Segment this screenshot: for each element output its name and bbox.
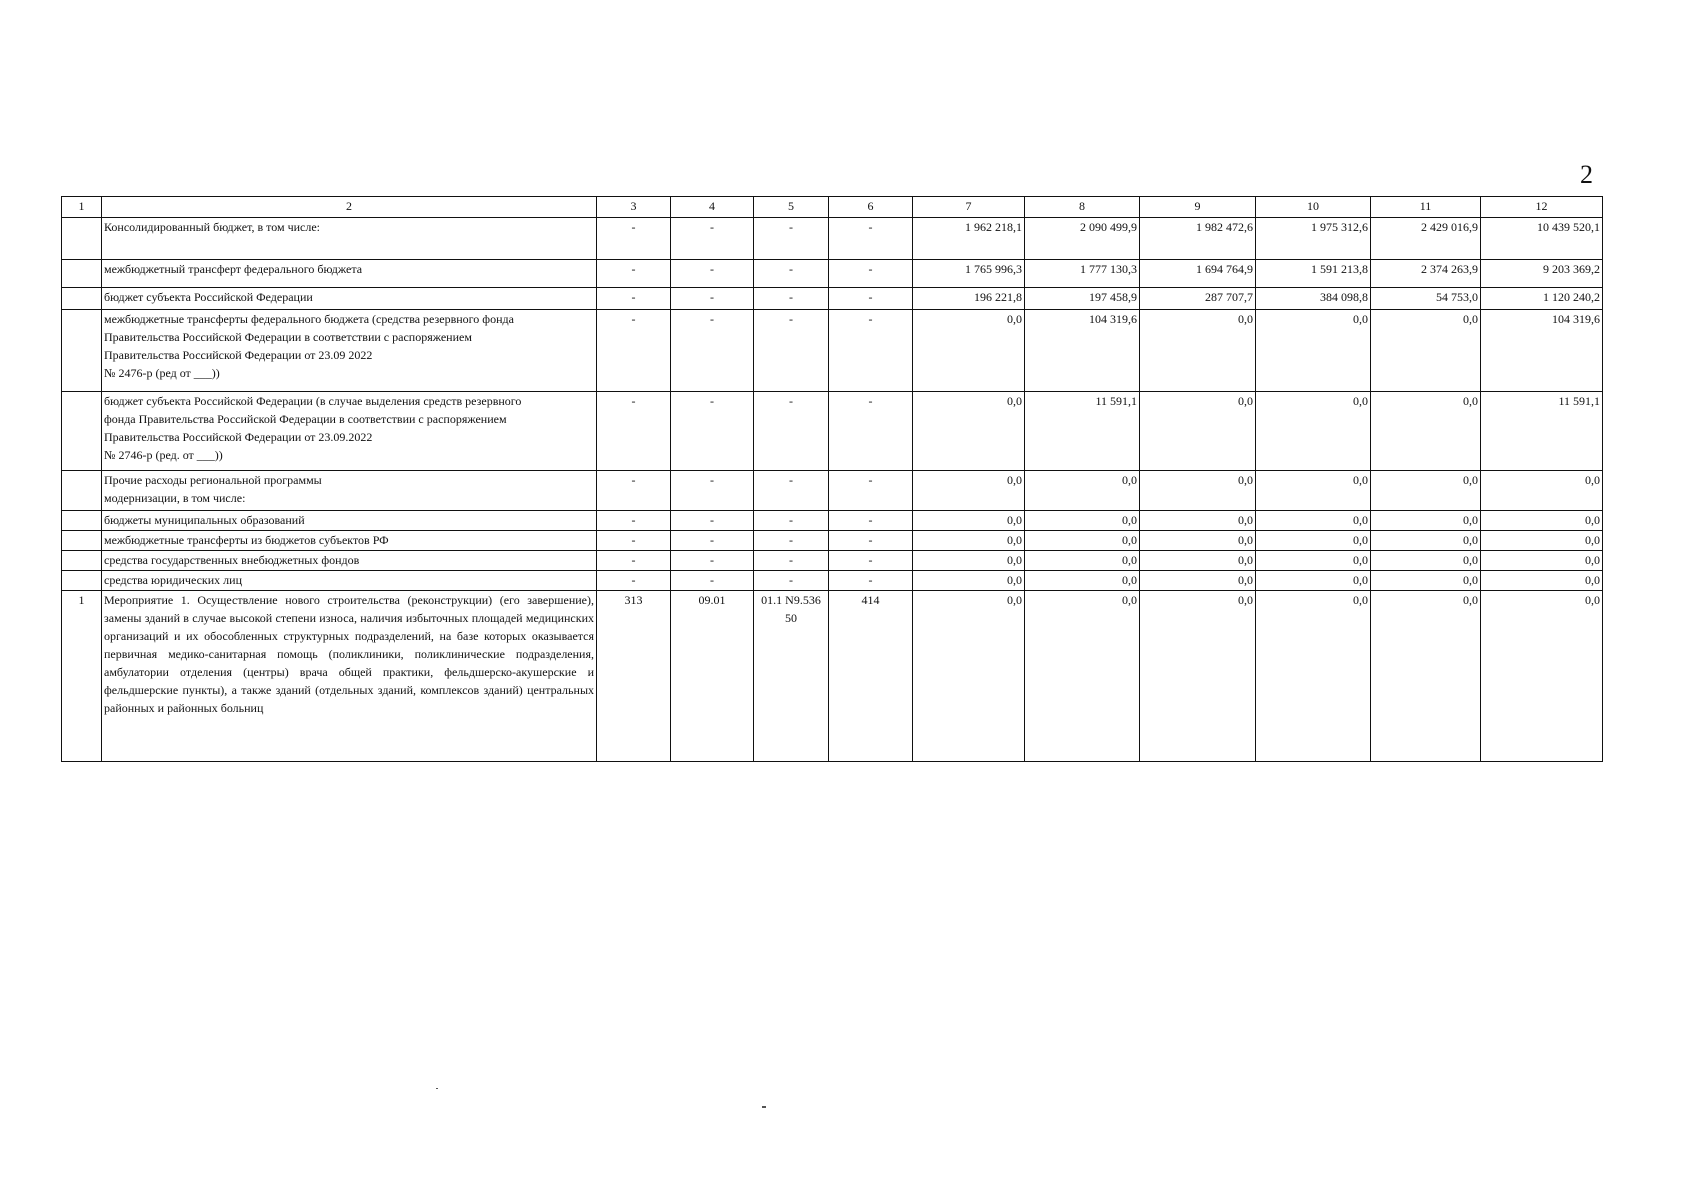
cell-col5: - [754, 551, 829, 571]
cell-col4: - [671, 511, 754, 531]
row-description: средства юридических лиц [102, 571, 597, 591]
row-number [62, 218, 102, 260]
column-number: 7 [913, 197, 1025, 218]
row-description: Мероприятие 1. Осуществление нового строительства (реконструкции) (его завершение), замены зданий в случае высокой степени износа, наличия избыточных площадей медицинских организаций и их обособленных структурных подразделений, на базе которых оказывается первичная медико-санитарная помощь (поликлиники, поликлинические подразделения, амбулатории отделения (центры) врача общей практики, фельдшерско-акушерские и фельдшерские пункты), а также зданий (отдельных зданий, комплексов зданий) центральных районных и районных больниц [102, 591, 597, 762]
cell-col3: - [597, 471, 671, 511]
description-line: № 2746-р (ред. от ___)) [104, 448, 223, 462]
cell-col10: 0,0 [1256, 471, 1371, 511]
cell-col4: - [671, 471, 754, 511]
description-line: бюджет субъекта Российской Федерации (в случае выделения средств резервного [104, 394, 522, 408]
cell-col7: 0,0 [913, 471, 1025, 511]
cell-col4: - [671, 288, 754, 310]
column-number: 5 [754, 197, 829, 218]
cell-col12: 10 439 520,1 [1481, 218, 1603, 260]
cell-col9: 1 694 764,9 [1140, 260, 1256, 288]
cell-col7: 0,0 [913, 392, 1025, 471]
table-row [62, 218, 1603, 260]
cell-col11: 0,0 [1371, 531, 1481, 551]
cell-col6: - [829, 310, 913, 392]
cell-col8: 0,0 [1025, 471, 1140, 511]
description-line: фонда Правительства Российской Федерации в соответствии с распоряжением [104, 412, 507, 426]
row-number [62, 531, 102, 551]
cell-col8: 197 458,9 [1025, 288, 1140, 310]
cell-col4: - [671, 392, 754, 471]
cell-col11: 2 429 016,9 [1371, 218, 1481, 260]
cell-col9: 0,0 [1140, 551, 1256, 571]
description-line: Правительства Российской Федерации от 23.09.2022 [104, 430, 373, 444]
column-number: 8 [1025, 197, 1140, 218]
cell-col10: 0,0 [1256, 571, 1371, 591]
cell-col10: 0,0 [1256, 551, 1371, 571]
table-row [62, 392, 1603, 471]
cell-col9: 0,0 [1140, 531, 1256, 551]
row-number [62, 260, 102, 288]
cell-col12: 104 319,6 [1481, 310, 1603, 392]
row-number [62, 288, 102, 310]
cell-col9: 1 982 472,6 [1140, 218, 1256, 260]
cell-col12: 1 120 240,2 [1481, 288, 1603, 310]
cell-col8: 11 591,1 [1025, 392, 1140, 471]
row-description: межбюджетные трансферты из бюджетов субъектов РФ [102, 531, 597, 551]
cell-col9: 0,0 [1140, 310, 1256, 392]
cell-col4: - [671, 571, 754, 591]
row-description: межбюджетный трансферт федерального бюджета [102, 260, 597, 288]
cell-col6: - [829, 471, 913, 511]
cell-col6: - [829, 288, 913, 310]
cell-col3: - [597, 218, 671, 260]
cell-col7: 196 221,8 [913, 288, 1025, 310]
cell-col7: 1 765 996,3 [913, 260, 1025, 288]
cell-col9: 0,0 [1140, 471, 1256, 511]
cell-col4: - [671, 218, 754, 260]
cell-col3: - [597, 511, 671, 531]
column-number: 9 [1140, 197, 1256, 218]
row-description: средства государственных внебюджетных фондов [102, 551, 597, 571]
cell-col8: 0,0 [1025, 551, 1140, 571]
cell-col12: 0,0 [1481, 591, 1603, 762]
row-number [62, 392, 102, 471]
cell-col4: 09.01 [671, 591, 754, 762]
table-row [62, 591, 1603, 762]
column-number: 11 [1371, 197, 1481, 218]
row-number [62, 551, 102, 571]
cell-col9: 0,0 [1140, 511, 1256, 531]
cell-col7: 1 962 218,1 [913, 218, 1025, 260]
cell-col6: 414 [829, 591, 913, 762]
row-number: 1 [62, 591, 102, 762]
description-line: Правительства Российской Федерации от 23.09 2022 [104, 348, 373, 362]
cell-col4: - [671, 310, 754, 392]
cell-col12: 11 591,1 [1481, 392, 1603, 471]
cell-col12: 0,0 [1481, 571, 1603, 591]
cell-col8: 0,0 [1025, 511, 1140, 531]
cell-col4: - [671, 260, 754, 288]
cell-col9: 0,0 [1140, 591, 1256, 762]
column-number: 1 [62, 197, 102, 218]
cell-col5: - [754, 310, 829, 392]
cell-col3: - [597, 551, 671, 571]
cell-col6: - [829, 531, 913, 551]
cell-col6: - [829, 392, 913, 471]
row-number [62, 310, 102, 392]
cell-col6: - [829, 551, 913, 571]
description-line: модернизации, в том числе: [104, 491, 246, 505]
cell-col7: 0,0 [913, 310, 1025, 392]
cell-col11: 54 753,0 [1371, 288, 1481, 310]
table-row [62, 288, 1603, 310]
cell-col12: 0,0 [1481, 471, 1603, 511]
description-line: межбюджетные трансферты федерального бюджета (средства резервного фонда [104, 312, 514, 326]
cell-col11: 0,0 [1371, 310, 1481, 392]
cell-col7: 0,0 [913, 571, 1025, 591]
cell-col8: 0,0 [1025, 591, 1140, 762]
row-number [62, 471, 102, 511]
cell-col7: 0,0 [913, 511, 1025, 531]
cell-col5: - [754, 288, 829, 310]
cell-col6: - [829, 218, 913, 260]
row-description [102, 471, 597, 511]
cell-col5: - [754, 392, 829, 471]
cell-col10: 0,0 [1256, 591, 1371, 762]
table-row [62, 531, 1603, 551]
cell-col10: 0,0 [1256, 392, 1371, 471]
cell-col7: 0,0 [913, 551, 1025, 571]
cell-col6: - [829, 260, 913, 288]
cell-col11: 0,0 [1371, 591, 1481, 762]
cell-col10: 384 098,8 [1256, 288, 1371, 310]
cell-col12: 0,0 [1481, 511, 1603, 531]
cell-col8: 2 090 499,9 [1025, 218, 1140, 260]
row-description: бюджет субъекта Российской Федерации [102, 288, 597, 310]
scan-speck [436, 1088, 438, 1089]
cell-col9: 287 707,7 [1140, 288, 1256, 310]
row-description: бюджеты муниципальных образований [102, 511, 597, 531]
cell-col7: 0,0 [913, 531, 1025, 551]
cell-col5: - [754, 531, 829, 551]
cell-col11: 0,0 [1371, 392, 1481, 471]
cell-col6: - [829, 571, 913, 591]
column-number-row [62, 197, 1603, 218]
cell-col8: 1 777 130,3 [1025, 260, 1140, 288]
cell-col11: 2 374 263,9 [1371, 260, 1481, 288]
cell-col5: 01.1 N9.536 50 [754, 591, 829, 762]
cell-col5: - [754, 218, 829, 260]
row-description [102, 310, 597, 392]
cell-col4: - [671, 531, 754, 551]
column-number: 12 [1481, 197, 1603, 218]
cell-col11: 0,0 [1371, 471, 1481, 511]
table-row [62, 260, 1603, 288]
cell-col11: 0,0 [1371, 551, 1481, 571]
table-row [62, 571, 1603, 591]
cell-col9: 0,0 [1140, 392, 1256, 471]
cell-col5: - [754, 511, 829, 531]
column-number: 4 [671, 197, 754, 218]
cell-col8: 104 319,6 [1025, 310, 1140, 392]
row-description [102, 392, 597, 471]
cell-col6: - [829, 511, 913, 531]
column-number: 10 [1256, 197, 1371, 218]
row-number [62, 571, 102, 591]
cell-col3: - [597, 310, 671, 392]
cell-col4: - [671, 551, 754, 571]
cell-col3: - [597, 392, 671, 471]
cell-col5: - [754, 471, 829, 511]
column-number: 6 [829, 197, 913, 218]
cell-col11: 0,0 [1371, 511, 1481, 531]
cell-col10: 0,0 [1256, 310, 1371, 392]
description-line: Прочие расходы региональной программы [104, 473, 322, 487]
column-number: 3 [597, 197, 671, 218]
cell-col8: 0,0 [1025, 571, 1140, 591]
cell-col10: 1 591 213,8 [1256, 260, 1371, 288]
table-row [62, 551, 1603, 571]
cell-col5: - [754, 260, 829, 288]
cell-col12: 9 203 369,2 [1481, 260, 1603, 288]
table-row [62, 471, 1603, 511]
cell-col10: 0,0 [1256, 511, 1371, 531]
cell-col3: 313 [597, 591, 671, 762]
column-number: 2 [102, 197, 597, 218]
budget-table [61, 196, 1603, 762]
cell-col3: - [597, 260, 671, 288]
scan-speck [762, 1106, 766, 1108]
row-number [62, 511, 102, 531]
cell-col10: 0,0 [1256, 531, 1371, 551]
description-line: № 2476-р (ред от ___)) [104, 366, 220, 380]
cell-col9: 0,0 [1140, 571, 1256, 591]
cell-col3: - [597, 571, 671, 591]
cell-col12: 0,0 [1481, 531, 1603, 551]
row-description: Консолидированный бюджет, в том числе: [102, 218, 597, 260]
cell-col8: 0,0 [1025, 531, 1140, 551]
table-row [62, 511, 1603, 531]
table-row [62, 310, 1603, 392]
cell-col7: 0,0 [913, 591, 1025, 762]
page-number: 2 [1580, 160, 1593, 189]
cell-col12: 0,0 [1481, 551, 1603, 571]
cell-col5: - [754, 571, 829, 591]
cell-col3: - [597, 288, 671, 310]
cell-col3: - [597, 531, 671, 551]
cell-col11: 0,0 [1371, 571, 1481, 591]
description-line: Правительства Российской Федерации в соответствии с распоряжением [104, 330, 472, 344]
cell-col10: 1 975 312,6 [1256, 218, 1371, 260]
